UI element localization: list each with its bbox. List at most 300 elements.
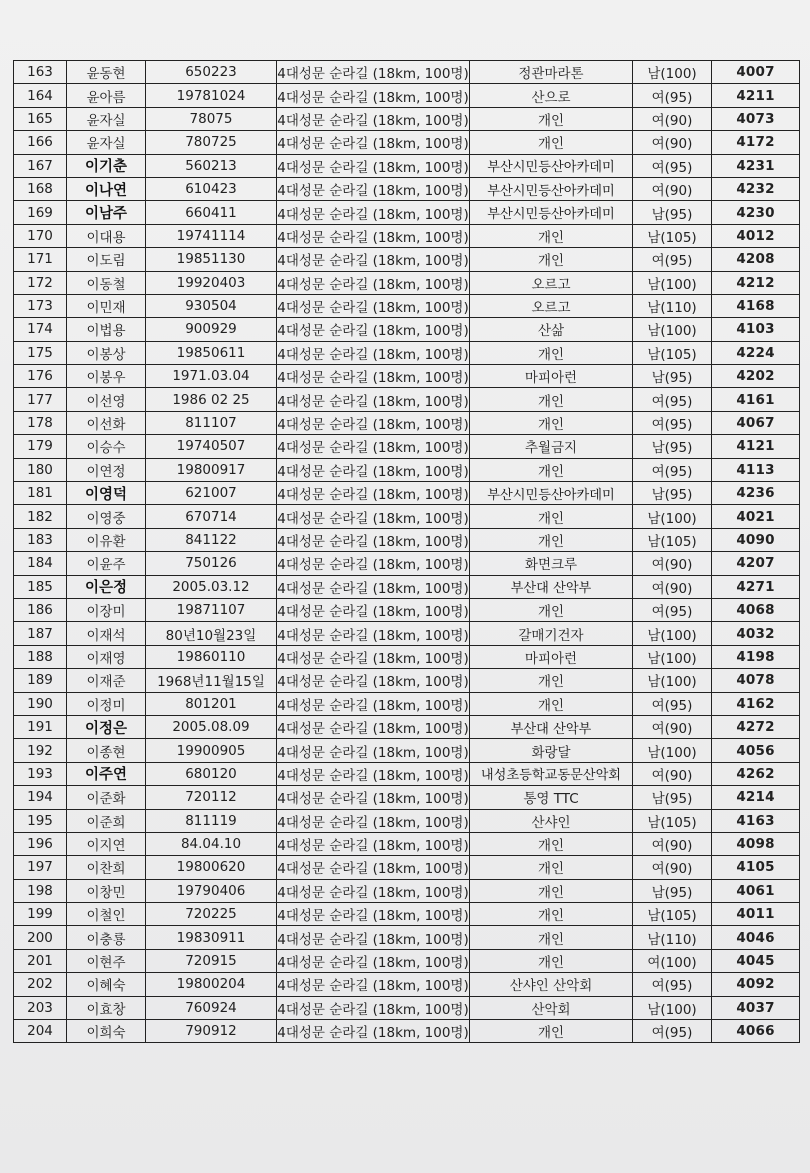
club-name: 통영 TTC	[470, 786, 633, 809]
bib-number: 4198	[712, 645, 800, 668]
club-name: 개인	[470, 341, 633, 364]
shirt-size: 남(105)	[633, 341, 712, 364]
bib-number: 4161	[712, 388, 800, 411]
participant-name: 이봉상	[67, 341, 146, 364]
participant-name: 이종현	[67, 739, 146, 762]
table-row	[14, 669, 800, 692]
birth-date: 19860110	[146, 645, 277, 668]
course-name: 4대성문 순라길 (18km, 100명)	[277, 294, 470, 317]
bib-number: 4121	[712, 435, 800, 458]
shirt-size: 남(100)	[633, 739, 712, 762]
course-name: 4대성문 순라길 (18km, 100명)	[277, 739, 470, 762]
course-name: 4대성문 순라길 (18km, 100명)	[277, 856, 470, 879]
shirt-size: 남(95)	[633, 435, 712, 458]
bib-number: 4011	[712, 903, 800, 926]
bib-number: 4271	[712, 575, 800, 598]
row-number: 175	[14, 341, 67, 364]
birth-date: 900929	[146, 318, 277, 341]
course-name: 4대성문 순라길 (18km, 100명)	[277, 552, 470, 575]
course-name: 4대성문 순라길 (18km, 100명)	[277, 669, 470, 692]
bib-number: 4214	[712, 786, 800, 809]
bib-number: 4272	[712, 715, 800, 738]
course-name: 4대성문 순라길 (18km, 100명)	[277, 715, 470, 738]
bib-number: 4224	[712, 341, 800, 364]
participant-name: 이희숙	[67, 1020, 146, 1043]
participant-name: 이장미	[67, 598, 146, 621]
birth-date: 78075	[146, 107, 277, 130]
course-name: 4대성문 순라길 (18km, 100명)	[277, 645, 470, 668]
shirt-size: 남(100)	[633, 318, 712, 341]
shirt-size: 여(90)	[633, 552, 712, 575]
shirt-size: 여(90)	[633, 832, 712, 855]
club-name: 개인	[470, 411, 633, 434]
shirt-size: 남(100)	[633, 645, 712, 668]
birth-date: 19830911	[146, 926, 277, 949]
bib-number: 4067	[712, 411, 800, 434]
club-name: 개인	[470, 879, 633, 902]
row-number: 181	[14, 482, 67, 505]
club-name: 개인	[470, 131, 633, 154]
table-row	[14, 786, 800, 809]
birth-date: 19741114	[146, 224, 277, 247]
participant-name: 이도림	[67, 248, 146, 271]
bib-number: 4211	[712, 84, 800, 107]
birth-date: 811119	[146, 809, 277, 832]
course-name: 4대성문 순라길 (18km, 100명)	[277, 154, 470, 177]
row-number: 178	[14, 411, 67, 434]
bib-number: 4231	[712, 154, 800, 177]
row-number: 170	[14, 224, 67, 247]
row-number: 182	[14, 505, 67, 528]
participant-name: 이선화	[67, 411, 146, 434]
club-name: 갈매기건자	[470, 622, 633, 645]
club-name: 산삶	[470, 318, 633, 341]
shirt-size: 여(95)	[633, 458, 712, 481]
participant-name: 이재석	[67, 622, 146, 645]
shirt-size: 여(95)	[633, 411, 712, 434]
table-row	[14, 365, 800, 388]
participant-name: 이동철	[67, 271, 146, 294]
table-row	[14, 271, 800, 294]
row-number: 172	[14, 271, 67, 294]
participant-name: 이영덕	[67, 482, 146, 505]
course-name: 4대성문 순라길 (18km, 100명)	[277, 388, 470, 411]
table-row	[14, 107, 800, 130]
bib-number: 4098	[712, 832, 800, 855]
table-row	[14, 832, 800, 855]
participant-name: 이찬희	[67, 856, 146, 879]
course-name: 4대성문 순라길 (18km, 100명)	[277, 528, 470, 551]
club-name: 개인	[470, 388, 633, 411]
course-name: 4대성문 순라길 (18km, 100명)	[277, 903, 470, 926]
row-number: 202	[14, 973, 67, 996]
participant-name: 이대용	[67, 224, 146, 247]
club-name: 부산대 산악부	[470, 715, 633, 738]
table-row	[14, 926, 800, 949]
club-name: 마피아런	[470, 365, 633, 388]
club-name: 오르고	[470, 294, 633, 317]
club-name: 개인	[470, 856, 633, 879]
table-row	[14, 84, 800, 107]
row-number: 168	[14, 177, 67, 200]
row-number: 185	[14, 575, 67, 598]
club-name: 오르고	[470, 271, 633, 294]
participant-name: 이준화	[67, 786, 146, 809]
course-name: 4대성문 순라길 (18km, 100명)	[277, 692, 470, 715]
club-name: 부산시민등산아카데미	[470, 177, 633, 200]
table-row	[14, 131, 800, 154]
course-name: 4대성문 순라길 (18km, 100명)	[277, 341, 470, 364]
club-name: 부산시민등산아카데미	[470, 201, 633, 224]
participant-name: 이나연	[67, 177, 146, 200]
course-name: 4대성문 순라길 (18km, 100명)	[277, 458, 470, 481]
participant-name: 이봉우	[67, 365, 146, 388]
birth-date: 811107	[146, 411, 277, 434]
table-row	[14, 318, 800, 341]
table-row	[14, 762, 800, 785]
bib-number: 4068	[712, 598, 800, 621]
row-number: 190	[14, 692, 67, 715]
bib-number: 4202	[712, 365, 800, 388]
bib-number: 4045	[712, 949, 800, 972]
course-name: 4대성문 순라길 (18km, 100명)	[277, 482, 470, 505]
shirt-size: 남(100)	[633, 996, 712, 1019]
participant-name: 이주연	[67, 762, 146, 785]
participant-name: 이창민	[67, 879, 146, 902]
club-name: 개인	[470, 926, 633, 949]
table-row	[14, 692, 800, 715]
row-number: 171	[14, 248, 67, 271]
participant-name: 이법용	[67, 318, 146, 341]
course-name: 4대성문 순라길 (18km, 100명)	[277, 248, 470, 271]
course-name: 4대성문 순라길 (18km, 100명)	[277, 809, 470, 832]
participant-name: 이기춘	[67, 154, 146, 177]
row-number: 196	[14, 832, 67, 855]
participant-name: 이정은	[67, 715, 146, 738]
birth-date: 680120	[146, 762, 277, 785]
birth-date: 780725	[146, 131, 277, 154]
shirt-size: 남(110)	[633, 294, 712, 317]
birth-date: 801201	[146, 692, 277, 715]
course-name: 4대성문 순라길 (18km, 100명)	[277, 575, 470, 598]
participant-name: 이은정	[67, 575, 146, 598]
shirt-size: 여(90)	[633, 107, 712, 130]
bib-number: 4103	[712, 318, 800, 341]
course-name: 4대성문 순라길 (18km, 100명)	[277, 271, 470, 294]
table-row	[14, 856, 800, 879]
table-row	[14, 505, 800, 528]
shirt-size: 남(95)	[633, 365, 712, 388]
participant-table-body	[14, 61, 800, 1043]
participant-name: 이현주	[67, 949, 146, 972]
birth-date: 84.04.10	[146, 832, 277, 855]
bib-number: 4021	[712, 505, 800, 528]
participant-name: 이효창	[67, 996, 146, 1019]
bib-number: 4092	[712, 973, 800, 996]
row-number: 188	[14, 645, 67, 668]
bib-number: 4066	[712, 1020, 800, 1043]
birth-date: 610423	[146, 177, 277, 200]
table-row	[14, 552, 800, 575]
bib-number: 4073	[712, 107, 800, 130]
bib-number: 4262	[712, 762, 800, 785]
club-name: 개인	[470, 528, 633, 551]
shirt-size: 남(100)	[633, 271, 712, 294]
participant-name: 이정미	[67, 692, 146, 715]
row-number: 177	[14, 388, 67, 411]
participant-name: 이지연	[67, 832, 146, 855]
course-name: 4대성문 순라길 (18km, 100명)	[277, 61, 470, 84]
shirt-size: 남(95)	[633, 879, 712, 902]
club-name: 화면크루	[470, 552, 633, 575]
bib-number: 4113	[712, 458, 800, 481]
birth-date: 621007	[146, 482, 277, 505]
club-name: 개인	[470, 598, 633, 621]
row-number: 198	[14, 879, 67, 902]
bib-number: 4105	[712, 856, 800, 879]
shirt-size: 여(95)	[633, 598, 712, 621]
row-number: 193	[14, 762, 67, 785]
birth-date: 19851130	[146, 248, 277, 271]
table-row	[14, 154, 800, 177]
row-number: 167	[14, 154, 67, 177]
shirt-size: 여(95)	[633, 84, 712, 107]
birth-date: 2005.08.09	[146, 715, 277, 738]
table-row	[14, 528, 800, 551]
shirt-size: 남(100)	[633, 669, 712, 692]
table-row	[14, 201, 800, 224]
bib-number: 4163	[712, 809, 800, 832]
birth-date: 19790406	[146, 879, 277, 902]
course-name: 4대성문 순라길 (18km, 100명)	[277, 318, 470, 341]
birth-date: 650223	[146, 61, 277, 84]
birth-date: 19871107	[146, 598, 277, 621]
row-number: 199	[14, 903, 67, 926]
club-name: 개인	[470, 458, 633, 481]
club-name: 개인	[470, 832, 633, 855]
table-row	[14, 598, 800, 621]
club-name: 개인	[470, 1020, 633, 1043]
birth-date: 670714	[146, 505, 277, 528]
course-name: 4대성문 순라길 (18km, 100명)	[277, 996, 470, 1019]
shirt-size: 여(95)	[633, 154, 712, 177]
bib-number: 4090	[712, 528, 800, 551]
shirt-size: 여(90)	[633, 575, 712, 598]
bib-number: 4230	[712, 201, 800, 224]
birth-date: 19781024	[146, 84, 277, 107]
participant-name: 이민재	[67, 294, 146, 317]
bib-number: 4168	[712, 294, 800, 317]
bib-number: 4162	[712, 692, 800, 715]
shirt-size: 남(110)	[633, 926, 712, 949]
course-name: 4대성문 순라길 (18km, 100명)	[277, 435, 470, 458]
shirt-size: 남(95)	[633, 786, 712, 809]
participant-name: 이철인	[67, 903, 146, 926]
participant-name: 이영중	[67, 505, 146, 528]
row-number: 174	[14, 318, 67, 341]
row-number: 163	[14, 61, 67, 84]
row-number: 164	[14, 84, 67, 107]
participant-name: 윤자실	[67, 107, 146, 130]
shirt-size: 여(95)	[633, 692, 712, 715]
bib-number: 4232	[712, 177, 800, 200]
row-number: 194	[14, 786, 67, 809]
course-name: 4대성문 순라길 (18km, 100명)	[277, 973, 470, 996]
row-number: 183	[14, 528, 67, 551]
row-number: 166	[14, 131, 67, 154]
shirt-size: 여(90)	[633, 131, 712, 154]
bib-number: 4172	[712, 131, 800, 154]
row-number: 179	[14, 435, 67, 458]
row-number: 176	[14, 365, 67, 388]
row-number: 195	[14, 809, 67, 832]
participant-name: 윤동현	[67, 61, 146, 84]
table-row	[14, 61, 800, 84]
club-name: 정관마라톤	[470, 61, 633, 84]
table-row	[14, 458, 800, 481]
bib-number: 4032	[712, 622, 800, 645]
table-row	[14, 715, 800, 738]
course-name: 4대성문 순라길 (18km, 100명)	[277, 107, 470, 130]
course-name: 4대성문 순라길 (18km, 100명)	[277, 949, 470, 972]
row-number: 204	[14, 1020, 67, 1043]
shirt-size: 남(105)	[633, 224, 712, 247]
birth-date: 1968년11월15일	[146, 669, 277, 692]
birth-date: 750126	[146, 552, 277, 575]
participant-name: 이선영	[67, 388, 146, 411]
course-name: 4대성문 순라길 (18km, 100명)	[277, 1020, 470, 1043]
table-row	[14, 1020, 800, 1043]
birth-date: 19900905	[146, 739, 277, 762]
table-row	[14, 388, 800, 411]
row-number: 184	[14, 552, 67, 575]
club-name: 산으로	[470, 84, 633, 107]
bib-number: 4212	[712, 271, 800, 294]
course-name: 4대성문 순라길 (18km, 100명)	[277, 505, 470, 528]
table-row	[14, 248, 800, 271]
birth-date: 19800204	[146, 973, 277, 996]
birth-date: 841122	[146, 528, 277, 551]
bib-number: 4037	[712, 996, 800, 1019]
bib-number: 4046	[712, 926, 800, 949]
course-name: 4대성문 순라길 (18km, 100명)	[277, 598, 470, 621]
bib-number: 4056	[712, 739, 800, 762]
birth-date: 19920403	[146, 271, 277, 294]
table-row	[14, 973, 800, 996]
shirt-size: 남(100)	[633, 61, 712, 84]
row-number: 192	[14, 739, 67, 762]
shirt-size: 여(90)	[633, 715, 712, 738]
shirt-size: 여(90)	[633, 762, 712, 785]
bib-number: 4078	[712, 669, 800, 692]
bib-number: 4208	[712, 248, 800, 271]
shirt-size: 여(95)	[633, 248, 712, 271]
bib-number: 4236	[712, 482, 800, 505]
bib-number: 4061	[712, 879, 800, 902]
shirt-size: 여(100)	[633, 949, 712, 972]
course-name: 4대성문 순라길 (18km, 100명)	[277, 622, 470, 645]
club-name: 부산대 산악부	[470, 575, 633, 598]
shirt-size: 남(95)	[633, 201, 712, 224]
club-name: 화랑달	[470, 739, 633, 762]
birth-date: 19740507	[146, 435, 277, 458]
birth-date: 2005.03.12	[146, 575, 277, 598]
table-row	[14, 879, 800, 902]
club-name: 산악회	[470, 996, 633, 1019]
birth-date: 760924	[146, 996, 277, 1019]
table-row	[14, 482, 800, 505]
shirt-size: 남(100)	[633, 622, 712, 645]
course-name: 4대성문 순라길 (18km, 100명)	[277, 131, 470, 154]
birth-date: 1986 02 25	[146, 388, 277, 411]
club-name: 개인	[470, 107, 633, 130]
participant-name: 이혜숙	[67, 973, 146, 996]
club-name: 부산시민등산아카데미	[470, 482, 633, 505]
table-row	[14, 622, 800, 645]
participant-name: 이재영	[67, 645, 146, 668]
shirt-size: 남(95)	[633, 482, 712, 505]
course-name: 4대성문 순라길 (18km, 100명)	[277, 201, 470, 224]
birth-date: 19800917	[146, 458, 277, 481]
club-name: 개인	[470, 669, 633, 692]
birth-date: 1971.03.04	[146, 365, 277, 388]
row-number: 201	[14, 949, 67, 972]
bib-number: 4007	[712, 61, 800, 84]
participant-table	[13, 60, 800, 1043]
birth-date: 930504	[146, 294, 277, 317]
course-name: 4대성문 순라길 (18km, 100명)	[277, 762, 470, 785]
birth-date: 80년10월23일	[146, 622, 277, 645]
course-name: 4대성문 순라길 (18km, 100명)	[277, 411, 470, 434]
club-name: 개인	[470, 903, 633, 926]
participant-name: 윤자실	[67, 131, 146, 154]
table-row	[14, 294, 800, 317]
club-name: 개인	[470, 692, 633, 715]
shirt-size: 남(105)	[633, 528, 712, 551]
course-name: 4대성문 순라길 (18km, 100명)	[277, 177, 470, 200]
club-name: 개인	[470, 248, 633, 271]
table-row	[14, 949, 800, 972]
shirt-size: 여(95)	[633, 388, 712, 411]
bib-number: 4207	[712, 552, 800, 575]
row-number: 191	[14, 715, 67, 738]
birth-date: 720915	[146, 949, 277, 972]
club-name: 개인	[470, 224, 633, 247]
club-name: 산샤인 산악회	[470, 973, 633, 996]
course-name: 4대성문 순라길 (18km, 100명)	[277, 786, 470, 809]
table-row	[14, 411, 800, 434]
birth-date: 560213	[146, 154, 277, 177]
club-name: 추월금지	[470, 435, 633, 458]
birth-date: 720225	[146, 903, 277, 926]
table-row	[14, 739, 800, 762]
participant-name: 이재준	[67, 669, 146, 692]
birth-date: 19800620	[146, 856, 277, 879]
birth-date: 660411	[146, 201, 277, 224]
table-row	[14, 996, 800, 1019]
course-name: 4대성문 순라길 (18km, 100명)	[277, 832, 470, 855]
participant-name: 이유환	[67, 528, 146, 551]
shirt-size: 여(95)	[633, 973, 712, 996]
birth-date: 790912	[146, 1020, 277, 1043]
club-name: 산샤인	[470, 809, 633, 832]
course-name: 4대성문 순라길 (18km, 100명)	[277, 224, 470, 247]
table-row	[14, 341, 800, 364]
table-row	[14, 809, 800, 832]
club-name: 개인	[470, 505, 633, 528]
club-name: 개인	[470, 949, 633, 972]
participant-name: 이윤주	[67, 552, 146, 575]
